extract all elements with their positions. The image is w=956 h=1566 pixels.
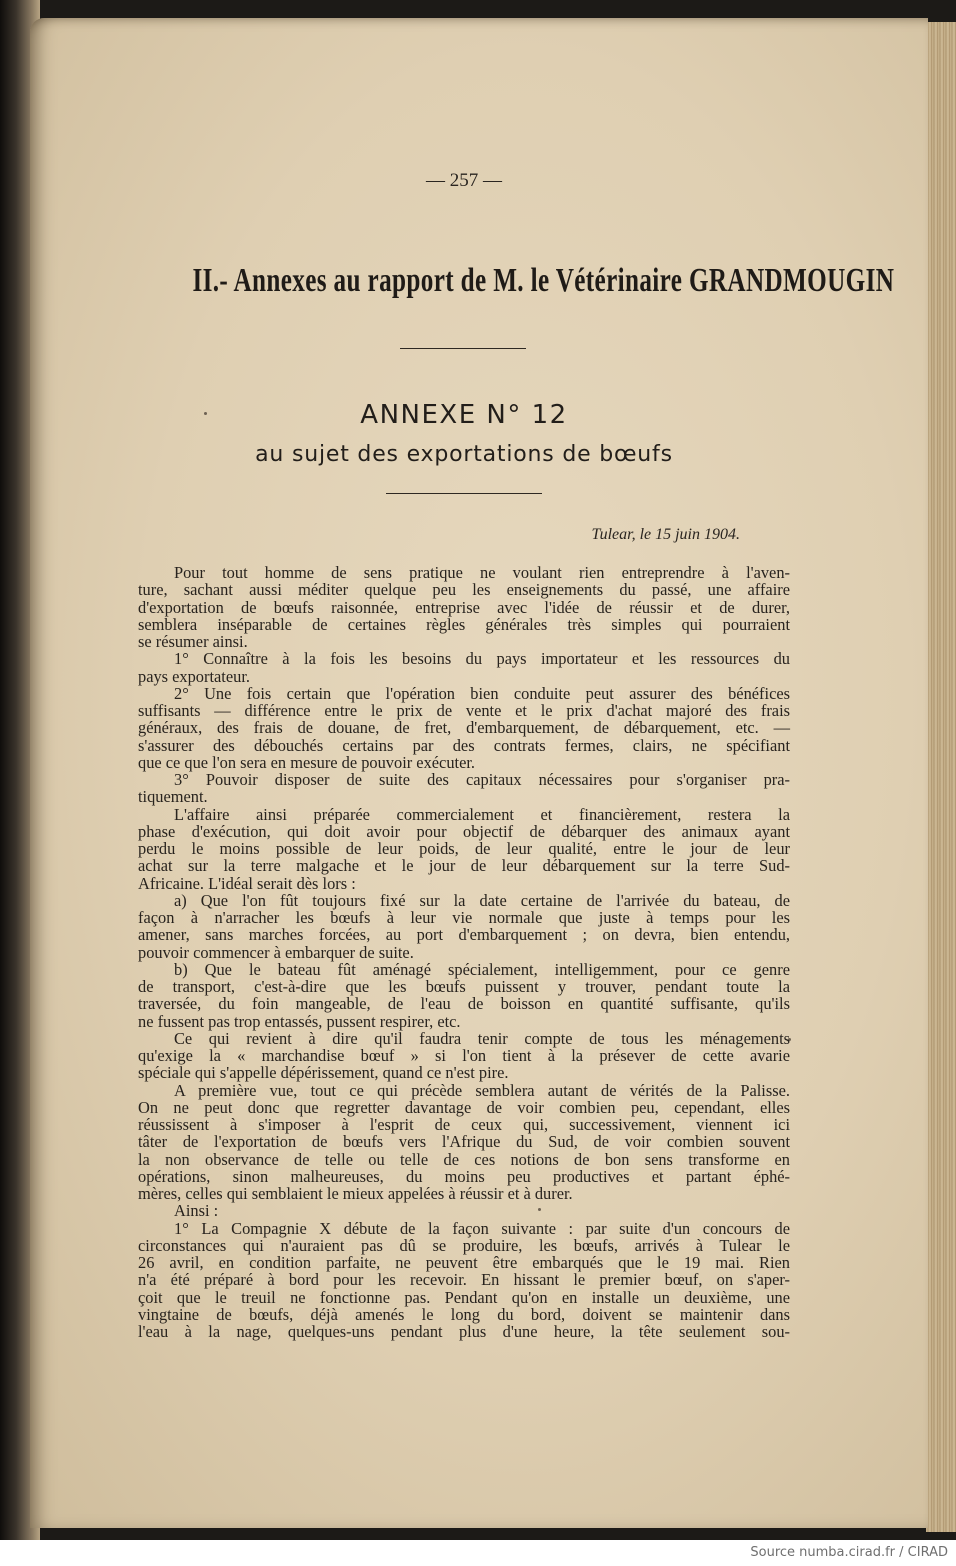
body-line: a) Que l'on fût toujours fixé sur la date certaine de l'arrivée du bateau, de [174, 890, 790, 910]
body-line: 3° Pouvoir disposer de suite des capitaux nécessaires pour s'organiser pra- [174, 770, 790, 789]
body-line: traversée, du foin mangeable, de l'eau de boisson en quantité suffisante, qu'ils [138, 994, 790, 1014]
body-line: que ce que l'on sera en mesure de pouvoir exécuter. [138, 752, 475, 772]
body-line: semblera inséparable de certaines règles générales très simples qui pourraient [138, 614, 790, 634]
annex-subtitle: au sujet des exportations de bœufs [255, 442, 673, 467]
body-line: amener, sans marches forcées, au port d'embarquement ; on devra, bien entendu, [138, 925, 790, 945]
body-line: tâter de l'exportation de bœufs vers l'Afrique du Sud, de voir combien souvent [138, 1132, 790, 1152]
page-edges [926, 22, 956, 1532]
body-line: circonstances qui n'auraient pas dû se produire, les bœufs, arrivés à Tulear le [138, 1235, 790, 1255]
body-line: généraux, des frais de douane, de fret, d'embarquement, de débarquement, etc. — [138, 718, 790, 738]
source-credit: Source numba.cirad.fr / CIRAD [750, 1545, 948, 1560]
dateline: Tulear, le 15 juin 1904. [591, 526, 740, 543]
body-line: qu'exige la « marchandise bœuf » si l'on tient à la présever de cette avarie [138, 1046, 790, 1065]
divider-rule [386, 493, 542, 494]
body-line: çoit que le treuil ne fonctionne pas. Pendant qu'on en installe un deuxième, une [138, 1287, 790, 1307]
section-title: II.- Annexes au rapport de M. le Vétérinaire GRANDMOUGIN [192, 262, 895, 299]
body-line: spéciale qui s'appelle dépérissement, quand ce n'est pire. [138, 1063, 509, 1083]
body-line: réussissent à s'imposer à l'esprit de ceux qui, successivement, viennent ici [138, 1115, 790, 1134]
body-line: 1° Connaître à la fois les besoins du pays importateur et les ressources du [174, 649, 790, 669]
body-line: pouvoir commencer à embarquer de suite. [138, 942, 414, 962]
body-line: mères, celles qui semblaient le mieux appelées à réussir et à durer. [138, 1184, 573, 1203]
body-line: Africaine. L'idéal serait dès lors : [138, 873, 356, 893]
divider-rule [400, 348, 526, 349]
body-line: On ne peut donc que regretter davantage de voir combien peu, cependant, elles [138, 1097, 790, 1117]
body-line: Ce qui revient à dire qu'il faudra tenir compte de tous les ménagements [174, 1028, 790, 1048]
body-line: perdu le moins possible de leur poids, de leur qualité, entre le jour de leur [138, 839, 790, 858]
body-line: Pour tout homme de sens pratique ne voulant rien entreprendre à l'aven- [174, 563, 790, 582]
body-line: Ainsi : [174, 1201, 219, 1221]
body-line: s'assurer des débouchés certains par des contrats fermes, clairs, ne spécifiant [138, 735, 790, 755]
body-line: 26 avril, en condition parfaite, ne peuvent être embarqués que le 19 mai. Rien [138, 1253, 790, 1272]
body-line: façon à n'arracher les bœufs à leur vie normale que juste à temps pour les [138, 908, 790, 927]
body-line: pays exportateur. [138, 666, 250, 686]
body-line: se résumer ainsi. [138, 632, 248, 651]
body-line: tiquement. [138, 787, 208, 807]
body-line: 2° Une fois certain que l'opération bien conduite peut assurer des bénéfices [174, 683, 790, 703]
body-line: A première vue, tout ce qui précède semblera autant de vérités de la Palisse. [174, 1080, 790, 1100]
body-line: ture, sachant aussi méditer quelque peu les enseignements du passé, une affaire [138, 580, 790, 600]
body-line: suffisants — différence entre le prix de vente et le prix d'achat majoré des frais [138, 701, 790, 720]
body-line: ne fussent pas trop entassés, pussent respirer, etc. [138, 1011, 461, 1031]
body-line: la non observance de telle ou telle de ces notions de bon sens transforme en [138, 1149, 790, 1169]
body-line: opérations, sinon malheureuses, du moins peu productives et partant éphé- [138, 1166, 790, 1186]
body-text [138, 564, 790, 1340]
body-line: vingtaine de bœufs, déjà amenés le long du bord, doivent se maintenir dans [138, 1304, 790, 1324]
body-line: L'affaire ainsi préparée commercialement et financièrement, restera la [174, 804, 790, 824]
body-line: achat sur la terre malgache et le jour de leur débarquement sur la terre Sud- [138, 856, 790, 876]
body-line: n'a été préparé à bord pour les recevoir. En hissant le premier bœuf, on s'aper- [138, 1270, 790, 1290]
body-line: l'eau à la nage, quelques-uns pendant plus d'une heure, la tête seulement sou- [138, 1322, 790, 1341]
body-line: de transport, c'est-à-dire que les bœufs puissent y trouver, pendant toute la [138, 977, 790, 996]
body-line: 1° La Compagnie X débute de la façon suivante : par suite d'un concours de [174, 1218, 790, 1238]
body-line: phase d'exécution, qui doit avoir pour objectif de débarquer des animaux ayant [138, 821, 790, 841]
annex-title: ANNEXE N° 12 [360, 400, 568, 430]
body-line: b) Que le bateau fût aménagé spécialement, intelligemment, pour ce genre [174, 959, 790, 979]
page-number: — 257 — [426, 170, 502, 191]
body-line: d'exportation de bœufs raisonnée, entreprise avec l'idée de réussir et de durer, [138, 597, 790, 617]
